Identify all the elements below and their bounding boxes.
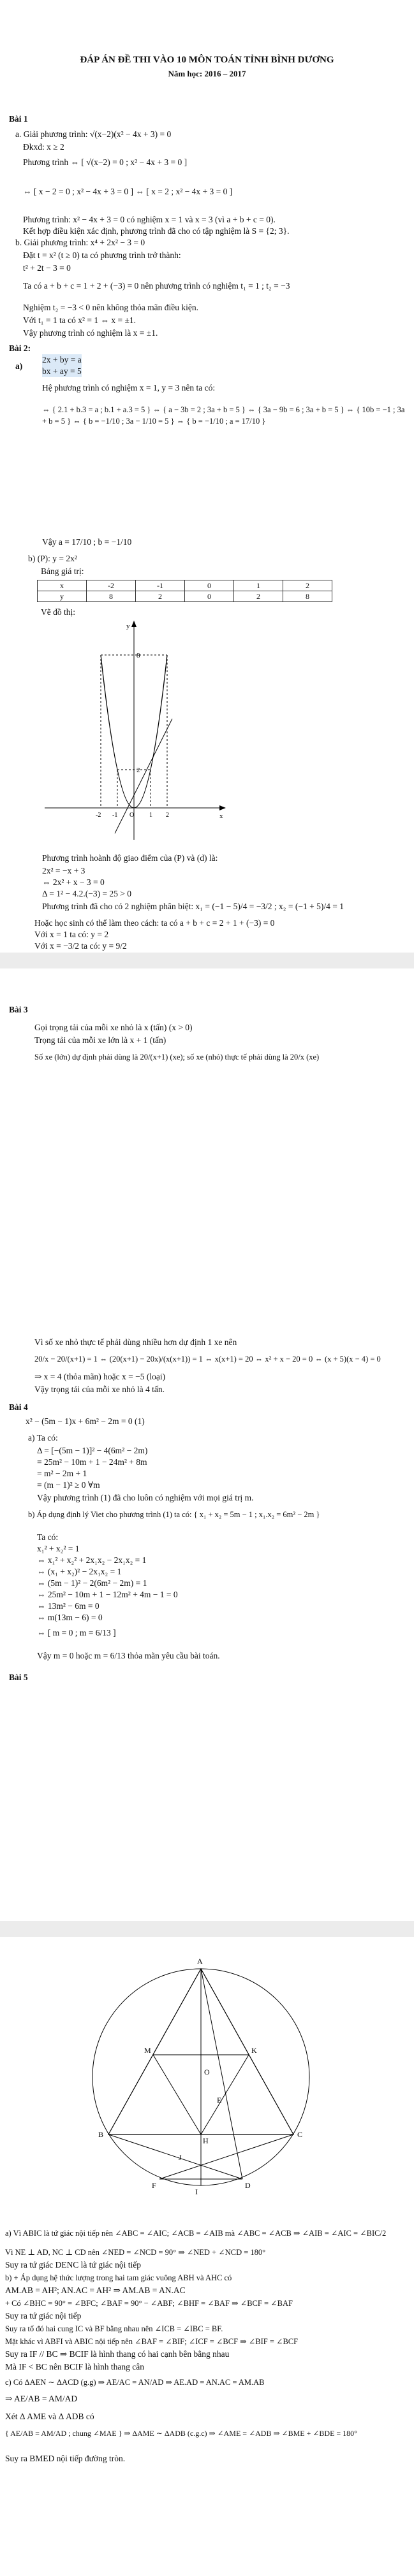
bai2-part-b: b) (P): y = 2x² [28, 554, 77, 563]
page-separator [0, 953, 414, 968]
tick-label: -1 [112, 812, 118, 819]
document-title: ĐÁP ÁN ĐỀ THI VÀO 10 MÔN TOÁN TỈNH BÌNH DƯƠNG [80, 55, 334, 65]
bai1-line: Đặt t = x² (t ≥ 0) ta có phương trình trở thành: [23, 250, 181, 260]
table-cell: 2 [283, 580, 332, 591]
bai2-system [42, 354, 82, 377]
geometry-figure [32, 1950, 370, 2217]
bai1-line: t² + 2t − 3 = 0 [23, 263, 71, 273]
bai5-line: Suy ra BMED nội tiếp đường tròn. [5, 2454, 126, 2463]
bai4-a-line: a) Ta có: [28, 1433, 58, 1443]
y-axis-label: y [126, 622, 130, 630]
bai3-cont-line: Vì số xe nhỏ thực tế phải dùng nhiều hơn dự định 1 xe nên [34, 1337, 237, 1347]
system-eq-2: bx + ay = 5 [42, 366, 82, 376]
tick-label: 1 [149, 812, 152, 819]
point-label: I [195, 2187, 198, 2196]
bai3-heading: Bài 3 [9, 1005, 28, 1014]
y-axis-arrow-icon [131, 621, 137, 627]
bai5-line: Xét Δ AME và Δ ADB có [5, 2412, 94, 2421]
table-cell: 2 [136, 591, 185, 602]
bai4-a-line: Δ = [−(5m − 1)]² − 4(6m² − 2m) [37, 1446, 148, 1455]
segment [201, 2055, 249, 2134]
tick-label: 8 [137, 652, 140, 659]
bai5-line: + Có ∠BHC = 90° = ∠BFC; ∠BAF = 90° − ∠ABF; ∠BHF = ∠BAF ⇒ ∠BCF = ∠BAF [5, 2299, 293, 2308]
x-axis-arrow-icon [219, 805, 226, 810]
bai2-derivation: ⇔ { 2.1 + b.3 = a ; b.1 + a.3 = 5 } ⇔ { a − 3b = 2 ; 3a + b = 5 } ⇔ { 3a − 9b = 6 ; 3a + b = 5 } ⇔ { 10b = −1 ; 3a + b = 5 } ⇔ { b = −1/10 ; 3a − 1/10 = 5 } ⇔ { b = −1/10 ; a = 17/10 } [42, 405, 405, 426]
point-label: O [204, 2068, 210, 2076]
bai4-b-line: ⇔ x₁² + x₂² + 2x₁x₂ − 2x₁x₂ = 1 [37, 1555, 147, 1565]
bai5-line: ⇒ AE/AB = AM/AD [5, 2394, 78, 2403]
point-label: H [203, 2136, 209, 2145]
table-cell: x [38, 580, 87, 591]
bai2-line: Phương trình hoành độ giao điểm của (P) và (d) là: [42, 853, 218, 863]
bai4-b-intro: b) Áp dụng định lý Viet cho phương trình (1) ta có: { x₁ + x₂ = 5m − 1 ; x₁.x₂ = 6m² − 2m } [28, 1510, 320, 1519]
bai4-heading: Bài 4 [9, 1402, 28, 1412]
school-year: Năm học: 2016 – 2017 [168, 69, 246, 78]
tick-label: 2 [166, 812, 169, 819]
bai1-line: a. Giải phương trình: √(x−2)(x² − 4x + 3) = 0 [15, 129, 172, 139]
bai2-line: Hoặc học sinh có thể làm theo cách: ta có a + b + c = 2 + 1 + (−3) = 0 [34, 918, 275, 928]
table-cell: 0 [185, 580, 234, 591]
table-cell: 8 [87, 591, 136, 602]
bai1-line: Với t₁ = 1 ta có x² = 1 ⇔ x = ±1. [23, 315, 137, 325]
bai4-b-line: Ta có: [37, 1532, 59, 1542]
point-label: A [197, 1957, 203, 1966]
bai5-line: AM.AB = AH²; AN.AC = AH² ⇒ AM.AB = AN.AC [5, 2285, 186, 2295]
bai4-b-line: ⇔ 13m² − 6m = 0 [37, 1601, 100, 1611]
bai2-result: Vậy a = 17/10 ; b = −1/10 [42, 537, 132, 547]
line-d [115, 719, 172, 833]
bai1-line: Vậy phương trình có nghiệm là x = ±1. [23, 328, 158, 338]
bai5-line: b) + Áp dụng hệ thức lượng trong hai tam giác vuông ABH và AHC có [5, 2273, 232, 2282]
table-row [38, 591, 332, 602]
bai2-line: 2x² = −x + 3 [42, 866, 85, 875]
table-cell: -2 [87, 580, 136, 591]
bai1-line: Nghiệm t₂ = −3 < 0 nên không thỏa mãn điều kiện. [23, 303, 199, 312]
parabola-graph [38, 617, 230, 846]
bai5-line: Suy ra tổ đó hai cung IC và BF bằng nhau nên ∠ICB = ∠IBC = BF. [5, 2324, 223, 2333]
bai2-line: Với x = 1 ta có: y = 2 [34, 930, 109, 939]
point-label: E [217, 2096, 222, 2105]
bai4-a-line: = m² − 2m + 1 [37, 1469, 87, 1478]
bai2-line: Phương trình đã cho có 2 nghiệm phân biệt: x₁ = (−1 − 5)/4 = −3/2 ; x₂ = (−1 + 5)/4 = 1 [42, 902, 344, 911]
bai3-line: Số xe (lớn) dự định phải dùng là 20/(x+1) (xe); số xe (nhỏ) thực tế phải dùng là 20/x (xe) [34, 1053, 320, 1061]
bai5-line: { AE/AB = AM/AD ; chung ∠MAE } ⇒ ΔAME ∼ ΔADB (c.g.c) ⇒ ∠AME = ∠ADB ⇒ ∠BME + ∠BDE = 180° [5, 2429, 357, 2438]
tick-label: 2 [137, 766, 140, 774]
page-separator [0, 1921, 414, 1937]
graph-caption: Vẽ đồ thị: [41, 607, 75, 617]
bai5-line: Vì NE ⊥ AD, NC ⊥ CD nên ∠NED = ∠NCD = 90° ⇒ ∠NED + ∠NCD = 180° [5, 2248, 266, 2257]
tick-label: -2 [96, 812, 101, 819]
bai5-heading: Bài 5 [9, 1673, 28, 1682]
bai5-line: a) Vì ABIC là tứ giác nội tiếp nên ∠ABC = ∠AIC; ∠ACB = ∠AIB mà ∠ABC = ∠ACB ⇒ ∠AIB = ∠AIC = ∠BIC/2 [5, 2229, 387, 2238]
bai4-b-line: ⇔ 25m² − 10m + 1 − 12m² + 4m − 1 = 0 [37, 1590, 178, 1599]
bai3-cont-line: Vậy trọng tải của mỗi xe nhỏ là 4 tấn. [34, 1385, 165, 1394]
table-cell: 8 [283, 591, 332, 602]
bai5-line: Suy ra IF // BC ⇒ BCIF là hình thang có hai cạnh bên bằng nhau [5, 2349, 230, 2359]
point-label: J [179, 2153, 182, 2162]
x-axis-label: x [219, 812, 223, 820]
table-cell: 2 [234, 591, 283, 602]
bai1-line: Phương trình ⇔ [ √(x−2) = 0 ; x² − 4x + 3 = 0 ] [23, 157, 188, 167]
bai4-b-line: ⇔ [ m = 0 ; m = 6/13 ] [37, 1628, 116, 1637]
bai1-line: Kết hợp điều kiện xác định, phương trình đã cho có tập nghiệm là S = {2; 3}. [23, 226, 290, 236]
point-label: C [297, 2130, 303, 2139]
bai3-line: Trọng tải của mỗi xe lớn là x + 1 (tấn) [34, 1035, 166, 1045]
bai2-line: ⇔ 2x² + x − 3 = 0 [42, 877, 105, 887]
table-cell: -1 [136, 580, 185, 591]
bai2-line: Với x = −3/2 ta có: y = 9/2 [34, 941, 127, 951]
bai2-line: Δ = 1² − 4.2.(−3) = 25 > 0 [42, 889, 132, 898]
bai2-heading: Bài 2: [9, 343, 31, 353]
table-header-row [38, 580, 332, 591]
bai5-line: Suy ra tứ giác DENC là tứ giác nội tiếp [5, 2260, 141, 2270]
system-eq-1: 2x + by = a [42, 355, 82, 364]
segment [108, 2134, 242, 2179]
page-3 [0, 1937, 414, 2576]
bai3-cont-line: ⇒ x = 4 (thỏa mãn) hoặc x = −5 (loại) [34, 1372, 166, 1381]
bai1-line: b. Giải phương trình: x⁴ + 2x² − 3 = 0 [15, 238, 145, 247]
bai1-line: Phương trình: x² − 4x + 3 = 0 có nghiệm x = 1 và x = 3 (vì a + b + c = 0). [23, 215, 276, 224]
bai5-line: Suy ra tứ giác nội tiếp [5, 2311, 82, 2321]
point-label: D [245, 2181, 251, 2190]
bai1-line: ⇔ [ x − 2 = 0 ; x² − 4x + 3 = 0 ] ⇔ [ x = 2 ; x² − 4x + 3 = 0 ] [23, 187, 233, 196]
bai4-equation: x² − (5m − 1)x + 6m² − 2m = 0 (1) [26, 1416, 145, 1426]
bai1-line: Đkxđ: x ≥ 2 [23, 142, 64, 152]
origin-label: O [129, 812, 135, 819]
bai2-part-a-label: a) [15, 361, 23, 371]
table-caption: Bảng giá trị: [41, 566, 84, 576]
bai1-heading: Bài 1 [9, 114, 28, 124]
bai4-b-line: x₁² + x₂² = 1 [37, 1544, 80, 1553]
bai4-a-line: = 25m² − 10m + 1 − 24m² + 8m [37, 1457, 147, 1467]
bai1-line: Ta có a + b + c = 1 + 2 + (−3) = 0 nên phương trình có nghiệm t₁ = 1 ; t₂ = −3 [23, 281, 290, 291]
bai5-line: Mà IF < BC nên BCIF là hình thang cân [5, 2362, 144, 2371]
bai4-b-line: ⇔ (5m − 1)² − 2(6m² − 2m) = 1 [37, 1578, 147, 1588]
table-cell: 1 [234, 580, 283, 591]
bai2-line: Hệ phương trình có nghiệm x = 1, y = 3 nên ta có: [42, 383, 216, 392]
point-label: K [251, 2046, 257, 2055]
segment [153, 2055, 201, 2134]
table-cell: y [38, 591, 87, 602]
table-cell: 0 [185, 591, 234, 602]
point-label: M [144, 2046, 151, 2055]
bai3-line: Gọi trọng tải của mỗi xe nhỏ là x (tấn) (x > 0) [34, 1023, 193, 1032]
bai4-b-line: ⇔ m(13m − 6) = 0 [37, 1613, 103, 1622]
bai4-a-line: = (m − 1)² ≥ 0 ∀m [37, 1480, 100, 1490]
bai5-line: Mặt khác vì ABFI và ABIC nội tiếp nên ∠BAF = ∠BIF; ∠ICF = ∠BCF ⇒ ∠BIF = ∠BCF [5, 2337, 299, 2346]
bai3-cont-line: 20/x − 20/(x+1) = 1 ⇔ (20(x+1) − 20x)/(x(x+1)) = 1 ⇔ x(x+1) = 20 ⇔ x² + x − 20 = 0 ⇔ (x + 5)(x − 4) = 0 [34, 1355, 381, 1364]
bai5-line: c) Có ΔAEN ∼ ΔACD (g.g) ⇒ AE/AC = AN/AD ⇒ AE.AD = AN.AC = AM.AB [5, 2378, 265, 2387]
bai4-a-line: Vậy phương trình (1) đã cho luôn có nghiệm với mọi giá trị m. [37, 1493, 254, 1502]
bai4-b-line: ⇔ (x₁ + x₂)² − 2x₁x₂ = 1 [37, 1567, 122, 1576]
page-2 [0, 968, 414, 1921]
page-1 [0, 0, 414, 953]
point-label: B [98, 2130, 104, 2139]
point-label: F [152, 2181, 156, 2190]
bai4-b-line: Vậy m = 0 hoặc m = 6/13 thỏa mãn yêu cầu bài toán. [37, 1651, 220, 1660]
value-table [37, 580, 332, 602]
